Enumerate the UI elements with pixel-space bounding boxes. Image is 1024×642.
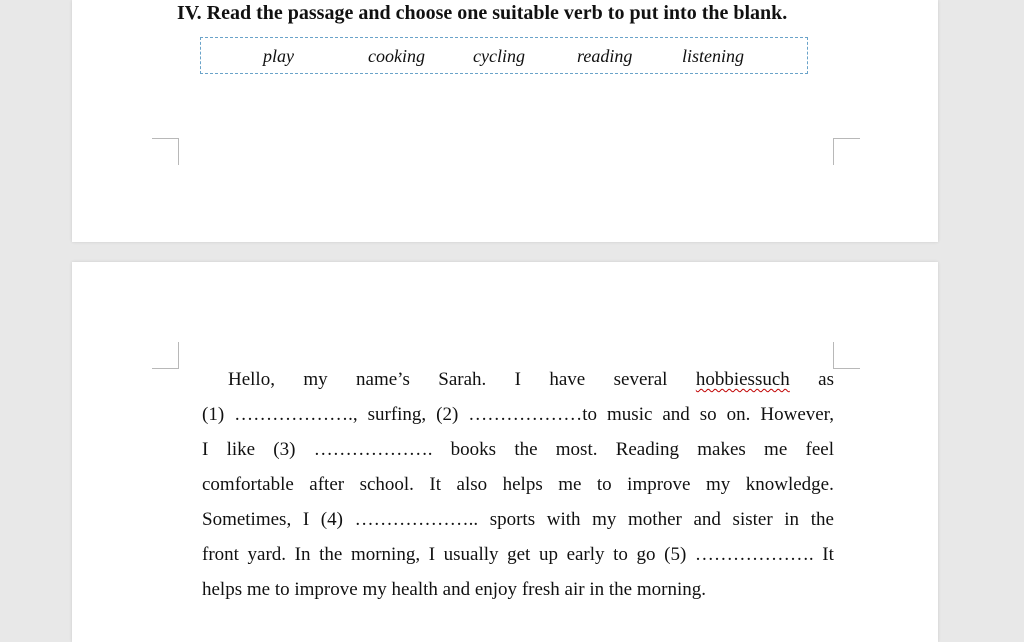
reading-passage xyxy=(202,362,834,607)
passage-word: (4) xyxy=(320,509,343,530)
passage-word: on. xyxy=(726,404,751,425)
passage-word: (2) xyxy=(436,404,459,425)
passage-word: several xyxy=(613,369,668,390)
passage-word: surfing, xyxy=(367,404,427,425)
word-bank-item: cycling xyxy=(473,46,525,66)
passage-word: and xyxy=(662,404,690,425)
passage-word: Sometimes, xyxy=(202,509,292,530)
word-bank-item: cooking xyxy=(368,46,425,66)
passage-word: makes xyxy=(697,439,746,460)
passage-word: fresh xyxy=(521,579,560,600)
passage-word: Hello, xyxy=(228,369,275,390)
passage-word: most. xyxy=(555,439,598,460)
passage-word: In xyxy=(294,544,311,565)
passage-word: helps xyxy=(502,474,543,495)
passage-word: my xyxy=(592,509,617,530)
passage-word: to xyxy=(596,474,612,495)
passage-word: to xyxy=(613,544,628,565)
passage-word: morning. xyxy=(636,579,706,600)
passage-word: ………………. xyxy=(694,544,814,565)
passage-word: sister xyxy=(732,509,773,530)
passage-word: with xyxy=(546,509,581,530)
passage-word: go xyxy=(636,544,656,565)
passage-word: me xyxy=(558,474,582,495)
passage-line xyxy=(202,362,834,397)
passage-word: to xyxy=(274,579,290,600)
exercise-heading: IV. Read the passage and choose one suitable verb to put into the blank. xyxy=(177,2,788,24)
margin-corner-mark xyxy=(152,138,179,165)
passage-line xyxy=(202,432,834,467)
passage-word: me xyxy=(764,439,788,460)
word-bank-item: listening xyxy=(682,46,744,66)
passage-word: early xyxy=(566,544,605,565)
passage-word: ……………….. xyxy=(354,509,479,530)
margin-corner-mark xyxy=(152,342,179,369)
passage-word: air xyxy=(564,579,585,600)
passage-word: ………………. xyxy=(313,439,433,460)
passage-word: up xyxy=(538,544,558,565)
word-bank-item: play xyxy=(263,46,294,66)
passage-word: (1) xyxy=(202,404,225,425)
passage-word: music xyxy=(607,404,653,425)
passage-word: I xyxy=(302,509,310,530)
passage-word: feel xyxy=(805,439,834,460)
passage-word: I xyxy=(202,439,209,460)
passage-line xyxy=(202,537,834,572)
misspelled-word: hobbiessuch xyxy=(695,369,790,390)
passage-word: comfortable xyxy=(202,474,294,495)
passage-word: morning, xyxy=(350,544,421,565)
passage-word: I xyxy=(514,369,521,390)
passage-word: the xyxy=(608,579,633,600)
passage-word: front xyxy=(202,544,239,565)
passage-word: and xyxy=(693,509,721,530)
document-page-2 xyxy=(72,262,938,642)
passage-line xyxy=(202,502,834,537)
passage-line xyxy=(202,397,834,432)
passage-word: (5) xyxy=(664,544,687,565)
passage-line xyxy=(202,572,834,607)
passage-word: Sarah. xyxy=(438,369,487,390)
passage-word: my xyxy=(303,369,328,390)
passage-word: like xyxy=(226,439,256,460)
passage-word: I xyxy=(428,544,436,565)
passage-word: as xyxy=(818,369,834,390)
passage-line xyxy=(202,467,834,502)
passage-word: in xyxy=(784,509,800,530)
passage-word: mother xyxy=(628,509,682,530)
passage-word: school. xyxy=(359,474,414,495)
passage-word: enjoy xyxy=(474,579,518,600)
passage-word: in xyxy=(589,579,605,600)
passage-word: name’s xyxy=(356,369,410,390)
document-page-1 xyxy=(72,0,938,242)
passage-word: also xyxy=(456,474,488,495)
passage-word: the xyxy=(810,509,834,530)
passage-word: yard. xyxy=(247,544,287,565)
passage-word: helps xyxy=(202,579,243,600)
word-bank-box xyxy=(200,37,808,74)
passage-word: knowledge. xyxy=(745,474,834,495)
passage-word: It xyxy=(429,474,442,495)
passage-word: have xyxy=(549,369,586,390)
margin-corner-mark xyxy=(833,342,860,369)
passage-word: my xyxy=(705,474,731,495)
passage-word: my xyxy=(362,579,387,600)
passage-word: Reading xyxy=(615,439,680,460)
passage-word: (3) xyxy=(273,439,296,460)
passage-word: the xyxy=(319,544,343,565)
passage-word: ………………to xyxy=(468,404,598,425)
margin-corner-mark xyxy=(833,138,860,165)
passage-word: improve xyxy=(294,579,358,600)
passage-word: It xyxy=(822,544,834,565)
passage-word: after xyxy=(309,474,345,495)
word-bank-item: reading xyxy=(577,46,633,66)
passage-word: and xyxy=(442,579,471,600)
passage-word: the xyxy=(514,439,538,460)
passage-word: usually xyxy=(443,544,499,565)
passage-word: books xyxy=(450,439,497,460)
passage-word: ………………., xyxy=(234,404,358,425)
passage-word: However, xyxy=(760,404,834,425)
passage-word: so xyxy=(699,404,717,425)
passage-word: improve xyxy=(627,474,691,495)
passage-word: get xyxy=(507,544,531,565)
passage-word: health xyxy=(391,579,438,600)
passage-word: me xyxy=(246,579,271,600)
passage-word: sports xyxy=(489,509,536,530)
